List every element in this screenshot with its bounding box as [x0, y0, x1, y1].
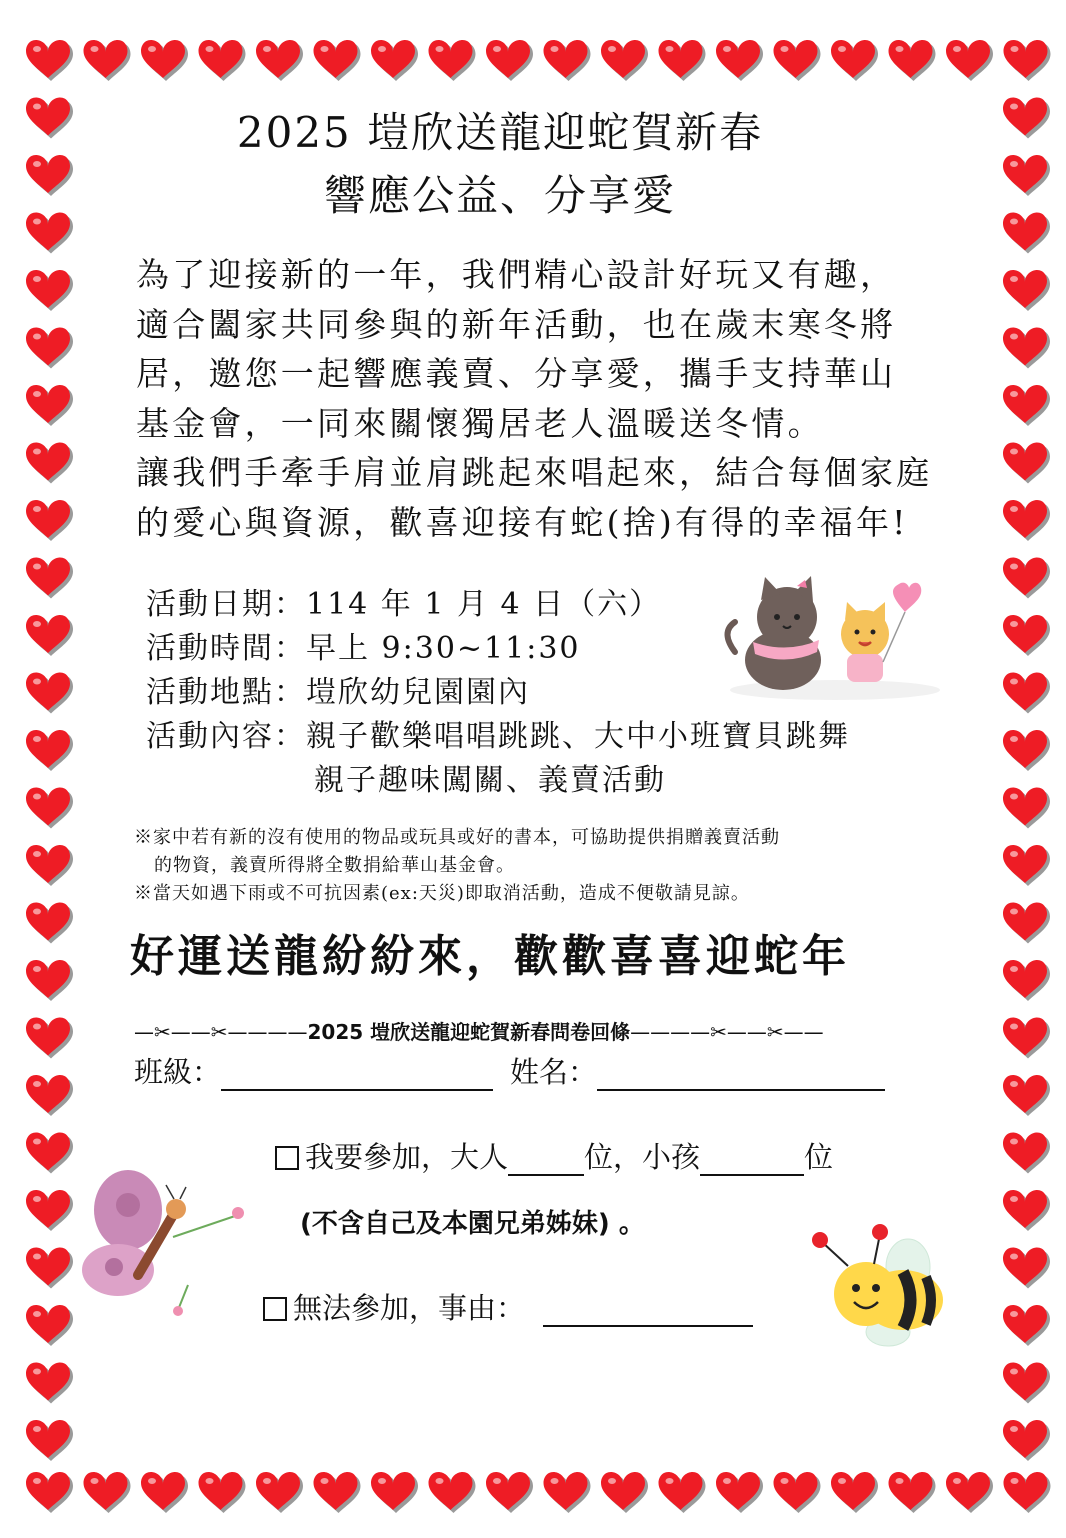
- heart-icon: [26, 558, 73, 599]
- heart-icon: [26, 673, 73, 714]
- decline-option: [263, 1286, 753, 1327]
- name-field: [510, 1050, 885, 1091]
- heart-icon: [659, 1472, 706, 1513]
- heart-icon: [26, 903, 73, 944]
- heart-icon: [84, 40, 131, 81]
- heart-icon: [199, 40, 246, 81]
- heart-icon: [486, 1472, 533, 1513]
- heart-icon: [1003, 903, 1050, 944]
- slogan: 好運送龍紛紛來，歡歡喜喜迎蛇年: [130, 931, 850, 982]
- heart-icon: [1003, 1018, 1050, 1059]
- scissors-icon: —✂——✂————: [134, 1020, 308, 1044]
- heart-icon: [199, 1472, 246, 1513]
- bee-illustration: [808, 1222, 948, 1352]
- heart-icon: [84, 1472, 131, 1513]
- heart-icon: [26, 960, 73, 1001]
- heart-icon: [1004, 1472, 1051, 1513]
- heart-icon: [544, 1472, 591, 1513]
- heart-icon: [946, 40, 993, 81]
- heart-icon: [26, 443, 73, 484]
- heart-icon: [26, 845, 73, 886]
- heart-icon: [26, 40, 73, 81]
- class-field: [134, 1050, 493, 1091]
- heart-icon: [1003, 1305, 1050, 1346]
- heart-icon: [26, 328, 73, 369]
- heart-icon: [371, 1472, 418, 1513]
- note-line: ※家中若有新的沒有使用的物品或玩具或好的書本，可協助提供捐贈義賣活動: [134, 827, 780, 848]
- heart-icon: [1003, 1190, 1050, 1231]
- heart-icon: [26, 1248, 73, 1289]
- content-value: 親子歡樂唱唱跳跳、大中小班寶貝跳舞: [306, 719, 850, 754]
- cut-line: [134, 1016, 934, 1045]
- heart-icon: [1003, 730, 1050, 771]
- heart-icon: [26, 1190, 73, 1231]
- heart-icon: [26, 1305, 73, 1346]
- cats-illustration: [715, 572, 940, 707]
- name-label: 姓名：: [510, 1055, 598, 1089]
- name-blank[interactable]: [597, 1055, 885, 1091]
- heart-icon: [889, 1472, 936, 1513]
- heart-icon: [889, 40, 936, 81]
- intro-line: 讓我們手牽手肩並肩跳起來唱起來，結合每個家庭: [136, 453, 933, 492]
- heart-icon: [26, 213, 73, 254]
- page-subtitle: 響應公益、分享愛: [323, 171, 676, 220]
- intro-line: 為了迎接新的一年，我們精心設計好玩又有趣，: [136, 255, 897, 294]
- reply-slip-title: 2025 塏欣送龍迎蛇賀新春問卷回條: [307, 1020, 631, 1044]
- time-label: 活動時間：: [146, 631, 306, 666]
- heart-icon: [774, 1472, 821, 1513]
- child-count-blank[interactable]: [700, 1140, 804, 1176]
- intro-line: 適合闔家共同參與的新年活動，也在歲末寒冬將: [136, 304, 897, 344]
- heart-icon: [26, 788, 73, 829]
- attend-text-unit: 位: [804, 1140, 834, 1174]
- adult-count-blank[interactable]: [508, 1140, 584, 1176]
- heart-icon: [26, 615, 73, 656]
- content-label: 活動內容：: [146, 719, 306, 754]
- heart-icon: [544, 40, 591, 81]
- class-blank[interactable]: [221, 1055, 493, 1091]
- heart-icon: [486, 40, 533, 81]
- heart-icon: [659, 40, 706, 81]
- heart-icon: [314, 1472, 361, 1513]
- heart-icon: [1004, 40, 1051, 81]
- attend-checkbox[interactable]: [275, 1146, 299, 1170]
- heart-icon: [314, 40, 361, 81]
- heart-icon: [256, 40, 303, 81]
- heart-icon: [429, 40, 476, 81]
- note-line: 的物資，義賣所得將全數捐給華山基金會。: [154, 855, 515, 876]
- heart-icon: [26, 1363, 73, 1404]
- heart-icon: [1003, 500, 1050, 541]
- heart-icon: [1003, 213, 1050, 254]
- scissors-icon: ————✂——✂——: [630, 1020, 824, 1044]
- heart-icon: [1003, 1248, 1050, 1289]
- event-content: [146, 715, 946, 759]
- heart-icon: [1003, 1075, 1050, 1116]
- date-value: 114 年 1 月 4 日（六）: [306, 587, 662, 622]
- heart-icon: [26, 1472, 73, 1513]
- heart-icon: [26, 1075, 73, 1116]
- heart-icon: [1003, 845, 1050, 886]
- heart-icon: [26, 730, 73, 771]
- heart-icon: [601, 1472, 648, 1513]
- heart-icon: [1003, 1363, 1050, 1404]
- page-title: 2025 塏欣送龍迎蛇賀新春: [236, 108, 764, 157]
- heart-icon: [1003, 385, 1050, 426]
- intro-line: 基金會，一同來關懷獨居老人溫暖送冬情。: [136, 403, 824, 443]
- heart-icon: [26, 500, 73, 541]
- heart-icon: [141, 1472, 188, 1513]
- heart-icon: [1003, 270, 1050, 311]
- heart-icon: [429, 1472, 476, 1513]
- heart-icon: [1003, 328, 1050, 369]
- heart-icon: [371, 40, 418, 81]
- heart-icon: [1003, 1133, 1050, 1174]
- notes: [134, 824, 934, 908]
- heart-icon: [831, 1472, 878, 1513]
- heart-icon: [1003, 615, 1050, 656]
- time-value: 早上 9:30~11:30: [306, 631, 581, 666]
- class-label: 班級：: [134, 1055, 222, 1089]
- heart-icon: [26, 1133, 73, 1174]
- heart-icon: [716, 40, 763, 81]
- heart-icon: [1003, 1420, 1050, 1461]
- heart-icon: [256, 1472, 303, 1513]
- heart-icon: [716, 1472, 763, 1513]
- heart-icon: [1003, 558, 1050, 599]
- heart-icon: [1003, 788, 1050, 829]
- heart-icon: [26, 1018, 73, 1059]
- heart-icon: [1003, 960, 1050, 1001]
- heart-icon: [1003, 155, 1050, 196]
- attend-text-children: 位，小孩: [584, 1140, 701, 1174]
- heart-icon: [1003, 443, 1050, 484]
- heart-icon: [141, 40, 188, 81]
- butterfly-illustration: [78, 1165, 253, 1320]
- intro-line: 居，邀您一起響應義賣、分享愛，攜手支持華山: [136, 354, 897, 393]
- heart-icon: [26, 1420, 73, 1461]
- heart-icon: [26, 385, 73, 426]
- attend-text-adults: 我要參加，大人: [305, 1140, 509, 1174]
- intro-line: 的愛心與資源，歡喜迎接有蛇(捨)有得的幸福年!: [136, 502, 909, 542]
- heart-icon: [1003, 98, 1050, 139]
- event-content-continued: 親子趣味闖關、義賣活動: [314, 763, 666, 798]
- date-label: 活動日期：: [146, 587, 306, 622]
- heart-icon: [26, 270, 73, 311]
- heart-icon: [831, 40, 878, 81]
- reason-blank[interactable]: [543, 1291, 753, 1327]
- attend-option: [275, 1135, 833, 1176]
- heart-icon: [774, 40, 821, 81]
- intro-paragraph: [136, 250, 986, 547]
- heart-icon: [946, 1472, 993, 1513]
- place-label: 活動地點：: [146, 675, 306, 710]
- decline-text: 無法參加，事由：: [293, 1291, 526, 1325]
- place-value: 塏欣幼兒園園內: [306, 675, 530, 710]
- attend-note: (不含自己及本園兄弟姊妹) 。: [300, 1209, 645, 1239]
- note-line: ※當天如遇下雨或不可抗因素(ex:天災)即取消活動，造成不便敬請見諒。: [134, 883, 750, 904]
- heart-icon: [1003, 673, 1050, 714]
- heart-icon: [601, 40, 648, 81]
- decline-checkbox[interactable]: [263, 1297, 287, 1321]
